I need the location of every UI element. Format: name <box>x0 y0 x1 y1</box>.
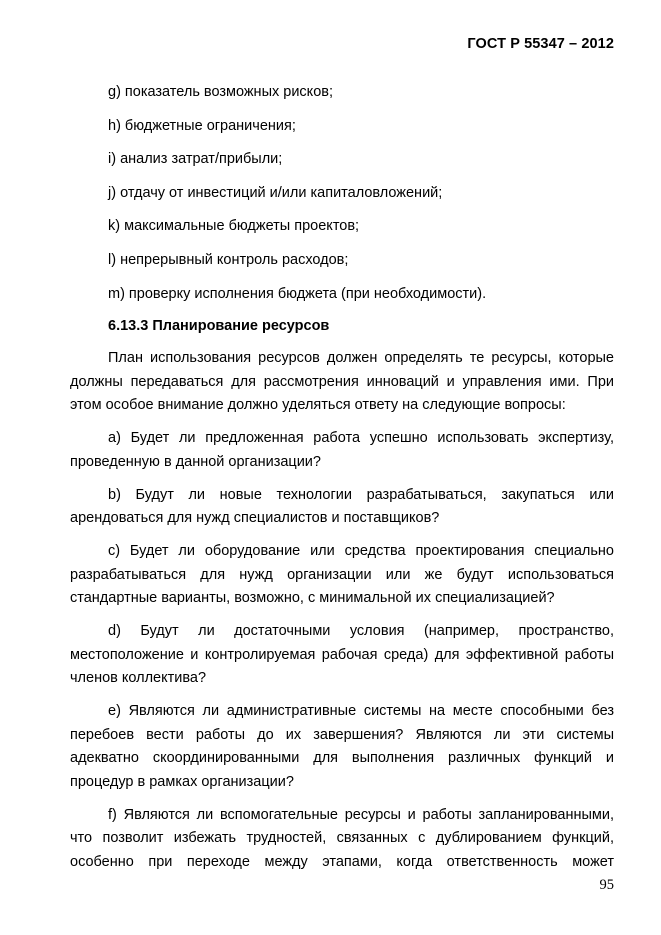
paragraph-e: e) Являются ли административные системы на месте способными без перебоев вести работы до их завершения? Являются ли эти системы адекватно скоординированными для выполнения различных функций и процедур в рамках организации? <box>70 703 614 790</box>
paragraph-f: f) Являются ли вспомогательные ресурсы и работы запланированными, что позволит избежать трудностей, связанных с дублированием функций, особенно при переходе между этапами, когда ответственность может <box>70 806 614 870</box>
list-item-h: h) бюджетные ограничения; <box>108 117 296 134</box>
paragraph-d: d) Будут ли достаточными условия (например, пространство, местоположение и контролируемая рабочая среда) для эффективной работы членов коллектива? <box>70 623 614 687</box>
list-item-m: m) проверку исполнения бюджета (при необходимости). <box>108 285 487 302</box>
list-item-g: g) показатель возможных рисков; <box>108 84 333 100</box>
list-item-j: j) отдачу от инвестиций и/или капиталовложений; <box>108 184 443 201</box>
page-content <box>70 82 614 884</box>
paragraph-c: c) Будет ли оборудование или средства проектирования специально разрабатываться для нужд организации или же будут использоваться стандартные варианты, возможно, с минимальной их специализацией? <box>70 543 614 607</box>
document-header: ГОСТ Р 55347 – 2012 <box>467 36 614 52</box>
paragraph-a: a) Будет ли предложенная работа успешно использовать экспертизу, проведенную в данной организации? <box>70 430 614 470</box>
list-item-l: l) непрерывный контроль расходов; <box>108 251 349 268</box>
paragraph-intro: План использования ресурсов должен определять те ресурсы, которые должны передаваться для рассмотрения инноваций и управления ими. При этом особое внимание должно уделяться ответу на следующие вопросы: <box>70 350 614 414</box>
list-item-k: k) максимальные бюджеты проектов; <box>108 218 360 235</box>
paragraph-b: b) Будут ли новые технологии разрабатываться, закупаться или арендоваться для нужд специалистов и поставщиков? <box>70 486 614 527</box>
section-heading: 6.13.3 Планирование ресурсов <box>108 318 330 335</box>
page-number: 95 <box>599 877 614 893</box>
list-item-i: i) анализ затрат/прибыли; <box>108 151 283 168</box>
